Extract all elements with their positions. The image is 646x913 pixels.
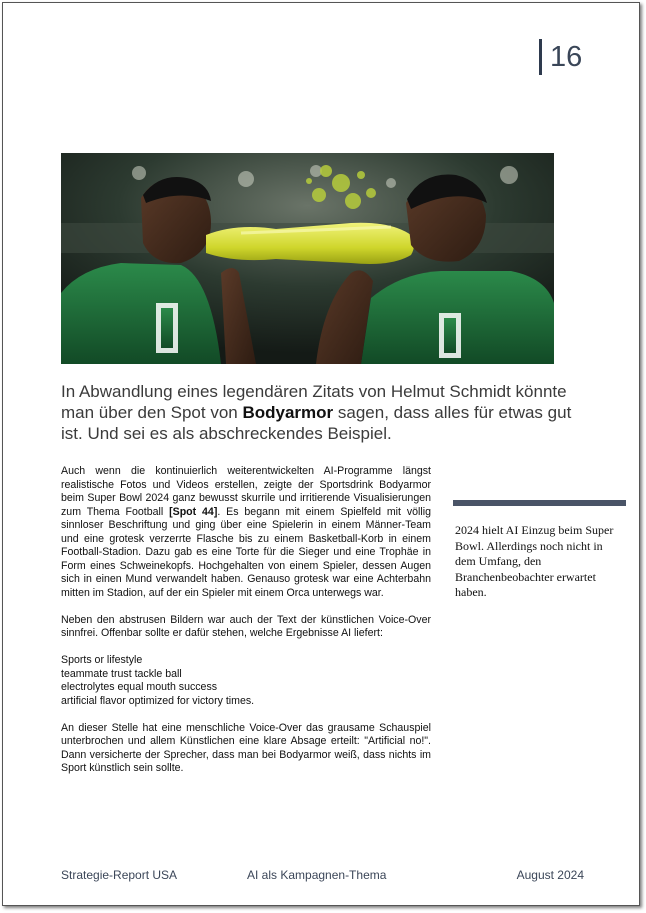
footer-left: Strategie-Report USA	[61, 868, 178, 882]
page-number: 16	[550, 41, 583, 73]
lead-paragraph	[61, 381, 591, 444]
lead-brand: Bodyarmor	[242, 403, 334, 422]
voice-over-line: teammate trust tackle ball	[61, 667, 182, 680]
lead-text-after: sagen, dass alles für etwas gut ist. Und sei es als abschreckendes Beispiel.	[61, 403, 572, 443]
page-number-bar	[539, 39, 542, 75]
voice-over-line: artificial flavor optimized for victory times.	[61, 694, 255, 707]
body-p1-text-cont: . Es begann mit einem Spielfeld mit völlig sinnloser Beschriftung und ging über eine Spielerin in einem Männer-Team und eine grotesk verzerrte Flasche bis zu einem Basketball-Korb in einem Football-Stadion. Dazu gab es eine Torte für die Sieger und eine Trophäe in Form eines Schweinekopfs. Hochgehalten von einem Spieler, dessen Augen sich in einen Mund verwandelt haben. Genauso grotesk war eine Achterbahn mitten im Stadion, auf der ein Spieler mit einem Orca unterwegs war.	[61, 505, 431, 599]
spot-reference: [Spot 44]	[169, 505, 218, 518]
body-paragraph-2: Neben den abstrusen Bildern war auch der Text der künstlichen Voice-Over sinnfrei. Offenbar sollte er dafür stehen, welche Ergebnisse AI liefert:	[61, 613, 431, 639]
hero-image	[61, 153, 554, 364]
sidebar-accent-bar	[453, 500, 626, 506]
voice-over-lines	[61, 654, 431, 708]
sidebar-callout: 2024 hielt AI Einzug beim Super Bowl. Allerdings noch nicht in dem Umfang, den Branchenbeobachter erwartet haben.	[455, 523, 614, 599]
footer-right: August 2024	[516, 868, 584, 882]
body-p1-text: Auch wenn die kontinuierlich weiterentwickelten AI-Programme längst realistische Fotos und Videos erstellen, zeigte der Sportsdrink Bodyarmor beim Super Bowl 2024 ganz bewusst skurrile und irritierende Visualisierungen zum Thema Football	[61, 465, 431, 518]
lead-text-before: In Abwandlung eines legendären Zitats von Helmut Schmidt könnte man über den Spot von	[61, 382, 567, 422]
voice-over-line: Sports or lifestyle	[61, 654, 143, 666]
body-column	[61, 465, 431, 789]
body-paragraph-1	[61, 465, 431, 600]
footer-center: AI als Kampagnen-Thema	[247, 868, 387, 882]
voice-over-line: electrolytes equal mouth success	[61, 681, 218, 693]
body-paragraph-3: An dieser Stelle hat eine menschliche Voice-Over das grausame Schauspiel unterbrochen und allem Künstlichen eine klare Absage erteilt: "Artificial no!". Dann versicherte der Sprecher, dass man bei Bodyarmor weiß, dass nichts im Sport künstlich sein sollte.	[61, 721, 431, 774]
